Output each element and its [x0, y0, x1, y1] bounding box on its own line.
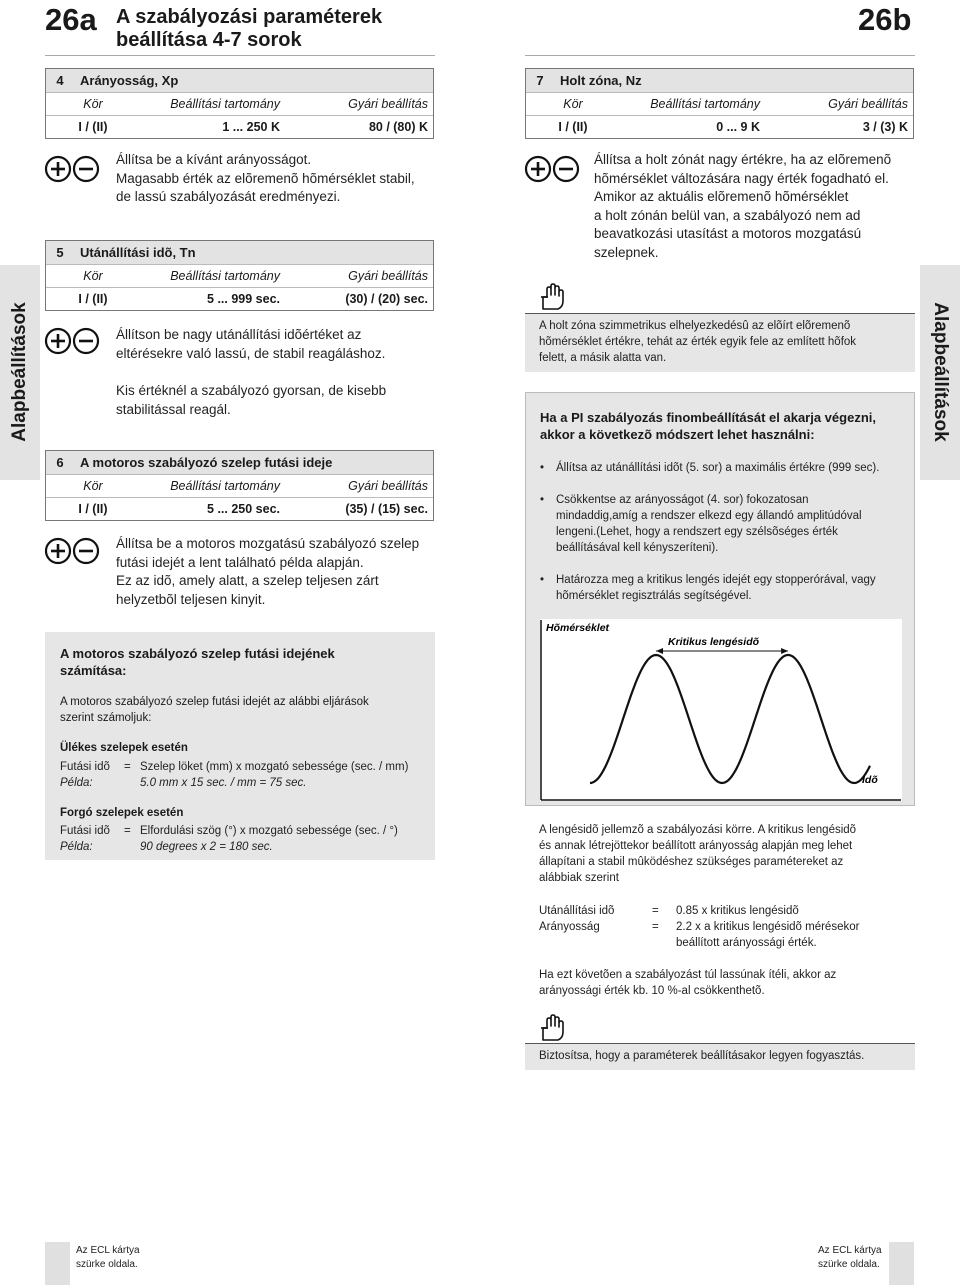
- param-name: Arányosság, Xp: [80, 73, 179, 88]
- text-line: A holt zóna szimmetrikus elhelyezkedésû az elõírt elõremenõ: [539, 320, 851, 332]
- text-line: felett, a másik alatta van.: [539, 352, 667, 364]
- range-value: 1 ... 250 K: [222, 120, 280, 134]
- col-default-label: Gyári beállítás: [348, 269, 428, 283]
- period-label: Kritikus lengésidõ: [668, 636, 760, 648]
- text-line: Állítsa be a motoros mozgatású szabályozó szelep: [116, 536, 420, 551]
- text-line: Amikor az aktuális elõremenõ hõmérséklet: [594, 189, 849, 204]
- footer-right-text: [818, 1244, 882, 1272]
- pi-tuning-title: [540, 409, 876, 443]
- text-line: A lengésidõ jellemzõ a szabályozási körre. A kritikus lengésidõ: [539, 824, 857, 836]
- col-range-label: Beállítási tartomány: [650, 97, 760, 111]
- param-5-description: [116, 326, 436, 363]
- param-table-5: [45, 240, 434, 311]
- default-value: 80 / (80) K: [368, 120, 428, 134]
- reset-time-formula: [539, 903, 909, 919]
- circuit-value: I / (II): [78, 120, 108, 134]
- param-table-5-values: [46, 287, 433, 310]
- circuit-value: I / (II): [78, 292, 108, 306]
- text-line: stabilitással reagál.: [116, 401, 231, 417]
- oscillation-curve: [590, 655, 870, 783]
- page-title-line1: A szabályozási paraméterek: [116, 6, 383, 28]
- col-range-label: Beállítási tartomány: [170, 479, 280, 493]
- circuit-value: I / (II): [558, 120, 588, 134]
- pi-title-line: akkor a következõ módszert lehet használni:: [540, 427, 815, 442]
- col-circuit-label: Kör: [83, 479, 103, 493]
- footer-line: Az ECL kártya: [76, 1245, 140, 1256]
- lift-valve-formula: [60, 759, 430, 775]
- col-default-label: Gyári beállítás: [348, 479, 428, 493]
- col-default-label: Gyári beállítás: [828, 97, 908, 111]
- right-side-tab-label: Alapbeállítások: [930, 302, 951, 442]
- text-line: alábbiak szerint: [539, 872, 619, 884]
- formula-key: Futási idõ: [60, 761, 110, 773]
- text-line: beavatkozási utasítást a motoros mozgatású: [594, 226, 862, 241]
- param-table-6-labels: [46, 474, 433, 497]
- plus-minus-icon: [44, 327, 100, 355]
- param-7-description: [594, 151, 924, 262]
- slow-control-hint: [539, 967, 909, 999]
- plus-minus-icon: [44, 537, 100, 565]
- hand-note-icon: [538, 1014, 568, 1042]
- consumption-note-text: Biztosítsa, hogy a paraméterek beállításakor legyen fogyasztás.: [539, 1050, 865, 1062]
- param-table-7-header: [526, 69, 913, 92]
- text-line: állapítani a stabil mûködéshez szükséges paramétereket az: [539, 856, 844, 868]
- formula-value: beállított arányossági érték.: [676, 937, 817, 949]
- param-table-4-header: [46, 69, 433, 92]
- param-number: 7: [536, 73, 544, 88]
- text-line: Ez az idõ, amely alatt, a szelep teljesen zárt: [116, 573, 379, 588]
- formula-value: Szelep löket (mm) x mozgató sebessége (sec. / mm): [140, 761, 409, 773]
- col-circuit-label: Kör: [83, 269, 103, 283]
- param-table-6: [45, 450, 434, 521]
- param-table-5-header: [46, 241, 433, 264]
- param-name: Utánállítási idõ, Tn: [80, 245, 196, 260]
- formula-key: Futási idõ: [60, 825, 110, 837]
- text-line: szelepnek.: [594, 244, 659, 260]
- col-circuit-label: Kör: [83, 97, 103, 111]
- text-line: Állítsa be a kívánt arányosságot.: [116, 152, 312, 167]
- text-line: futási idejét a lent található példa alapján.: [116, 554, 364, 570]
- text-line: és annak létrejöttekor beállított arányosság alapján meg lehet: [539, 840, 853, 852]
- grey-card-swatch-left: [45, 1242, 70, 1285]
- text-line: beállításával kell kényszeríteni).: [556, 542, 719, 554]
- hand-note-icon: [538, 283, 568, 311]
- rotary-valve-formula: [60, 823, 430, 839]
- col-circuit-label: Kör: [563, 97, 583, 111]
- range-value: 5 ... 999 sec.: [207, 292, 280, 306]
- lift-valve-example: [60, 775, 430, 791]
- param-table-6-header: [46, 451, 433, 474]
- calc-intro-line: A motoros szabályozó szelep futási idejét az alábbi eljárások: [60, 696, 369, 708]
- formula-equals: =: [652, 921, 659, 933]
- pi-tuning-box: [525, 392, 915, 806]
- text-line: Állítsa a holt zónát nagy értékre, ha az elõremenõ: [594, 152, 892, 167]
- default-value: (35) / (15) sec.: [345, 502, 428, 516]
- text-line: eltérésekre való lassú, de stabil reagáláshoz.: [116, 345, 386, 361]
- text-line: • Csökkentse az arányosságot (4. sor) fokozatosan: [556, 494, 809, 506]
- calc-intro: [60, 694, 369, 726]
- rotary-valve-title: Forgó szelepek esetén: [60, 807, 184, 819]
- x-axis-label: Idõ: [862, 774, 878, 786]
- tuning-step-3: [556, 572, 911, 604]
- text-line: helyzetbõl teljesen kinyit.: [116, 591, 266, 607]
- calc-title: [60, 645, 335, 679]
- text-line: hõmérséklet változására nagy érték fogadható el.: [594, 170, 889, 186]
- param-4-description: [116, 151, 436, 207]
- param-number: 5: [56, 245, 64, 260]
- page-title: [116, 6, 382, 52]
- right-side-tab: [920, 265, 960, 480]
- text-line: de lassú szabályozását eredményezi.: [116, 189, 341, 204]
- footer-line: szürke oldala.: [818, 1259, 880, 1270]
- param-table-4-values: [46, 115, 433, 138]
- text-line: mindaddig,amíg a rendszer elkezd egy állandó amplitúdóval: [556, 510, 862, 522]
- text-line: Magasabb érték az elõremenõ hõmérséklet stabil,: [116, 170, 415, 186]
- dead-zone-note: [525, 314, 915, 372]
- text-line: arányossági érték kb. 10 %-al csökkenthetõ.: [539, 985, 765, 997]
- left-page-number: 26a: [45, 2, 97, 37]
- param-6-description: [116, 535, 446, 609]
- dead-zone-note-text: [539, 318, 909, 366]
- text-line: Állítson be nagy utánállítási idõértéket az: [116, 327, 362, 342]
- consumption-note: [525, 1044, 915, 1070]
- text-line: a holt zónán belül van, a szabályozó nem ad: [594, 207, 861, 223]
- example-value: 90 degrees x 2 = 180 sec.: [140, 841, 273, 853]
- param-name: A motoros szabályozó szelep futási ideje: [80, 455, 333, 470]
- footer-left-text: [76, 1244, 140, 1272]
- circuit-value: I / (II): [78, 502, 108, 516]
- calc-title-line: A motoros szabályozó szelep futási idejének: [60, 646, 335, 661]
- right-page-number: 26b: [858, 2, 912, 37]
- col-default-label: Gyári beállítás: [348, 97, 428, 111]
- example-key: Példa:: [60, 841, 93, 853]
- left-side-tab-label: Alapbeállítások: [9, 302, 30, 442]
- text-line: hõmérséklet regisztrálás segítségével.: [556, 590, 752, 602]
- grey-card-swatch-right: [889, 1242, 914, 1285]
- param-name: Holt zóna, Nz: [560, 73, 642, 88]
- param-table-7: [525, 68, 914, 139]
- text-line: • Határozza meg a kritikus lengés idejét egy stopperórával, vagy: [556, 574, 876, 586]
- rotary-valve-example: [60, 839, 430, 855]
- text-line: Ha ezt követõen a szabályozást túl lassúnak ítéli, akkor az: [539, 969, 837, 981]
- text-line: hõmérséklet értékre, tehát az érték egyik fele az említett hõfok: [539, 336, 857, 348]
- plus-minus-icon: [44, 155, 100, 183]
- oscillation-chart: [540, 619, 902, 801]
- param-table-4-labels: [46, 92, 433, 115]
- oscillation-chart-svg: [540, 619, 902, 801]
- period-arrowhead-left: [656, 648, 663, 654]
- range-value: 5 ... 250 sec.: [207, 502, 280, 516]
- calc-title-line: számítása:: [60, 663, 127, 678]
- param-table-5-labels: [46, 264, 433, 287]
- param-number: 4: [56, 73, 64, 88]
- example-key: Példa:: [60, 777, 93, 789]
- footer-line: Az ECL kártya: [818, 1245, 882, 1256]
- formula-key: Arányosság: [539, 921, 600, 933]
- left-side-tab: [0, 265, 40, 480]
- period-arrowhead-right: [781, 648, 788, 654]
- formula-equals: =: [652, 905, 659, 917]
- default-value: (30) / (20) sec.: [345, 292, 428, 306]
- col-range-label: Beállítási tartomány: [170, 269, 280, 283]
- plus-minus-icon: [524, 155, 580, 183]
- text-line: lengeni.(Lehet, hogy a rendszert egy szélsõséges érték: [556, 526, 838, 538]
- period-explanation: [539, 822, 909, 886]
- header-divider-left: [45, 55, 435, 56]
- lift-valve-title: Ülékes szelepek esetén: [60, 742, 188, 754]
- formula-value: Elfordulási szög (°) x mozgató sebessége (sec. / °): [140, 825, 398, 837]
- calc-intro-line: szerint számoljuk:: [60, 712, 152, 724]
- param-table-7-labels: [526, 92, 913, 115]
- formula-equals: =: [124, 761, 131, 773]
- param-number: 6: [56, 455, 64, 470]
- proportional-band-formula: [539, 919, 909, 951]
- default-value: 3 / (3) K: [862, 120, 908, 134]
- runtime-calculation-box: [45, 632, 435, 860]
- text-line: Kis értéknél a szabályozó gyorsan, de kisebb: [116, 383, 387, 398]
- y-axis-label: Hõmérséklet: [546, 622, 610, 634]
- param-table-6-values: [46, 497, 433, 520]
- text-line: • Állítsa az utánállítási idõt (5. sor) a maximális értékre (999 sec).: [556, 462, 880, 474]
- header-divider-right: [525, 55, 915, 56]
- formula-equals: =: [124, 825, 131, 837]
- tuning-step-1: [556, 460, 911, 476]
- footer-line: szürke oldala.: [76, 1259, 138, 1270]
- page-title-line2: beállítása 4-7 sorok: [116, 29, 302, 51]
- col-range-label: Beállítási tartomány: [170, 97, 280, 111]
- formula-value: 2.2 x a kritikus lengésidõ mérésekor: [676, 921, 860, 933]
- param-5-note: [116, 382, 436, 419]
- param-table-7-values: [526, 115, 913, 138]
- range-value: 0 ... 9 K: [716, 120, 760, 134]
- example-value: 5.0 mm x 15 sec. / mm = 75 sec.: [140, 777, 307, 789]
- param-table-4: [45, 68, 434, 139]
- tuning-step-2: [556, 492, 911, 556]
- formula-key: Utánállítási idõ: [539, 905, 615, 917]
- formula-value: 0.85 x kritikus lengésidõ: [676, 905, 799, 917]
- pi-title-line: Ha a PI szabályozás finombeállítását el akarja végezni,: [540, 410, 876, 425]
